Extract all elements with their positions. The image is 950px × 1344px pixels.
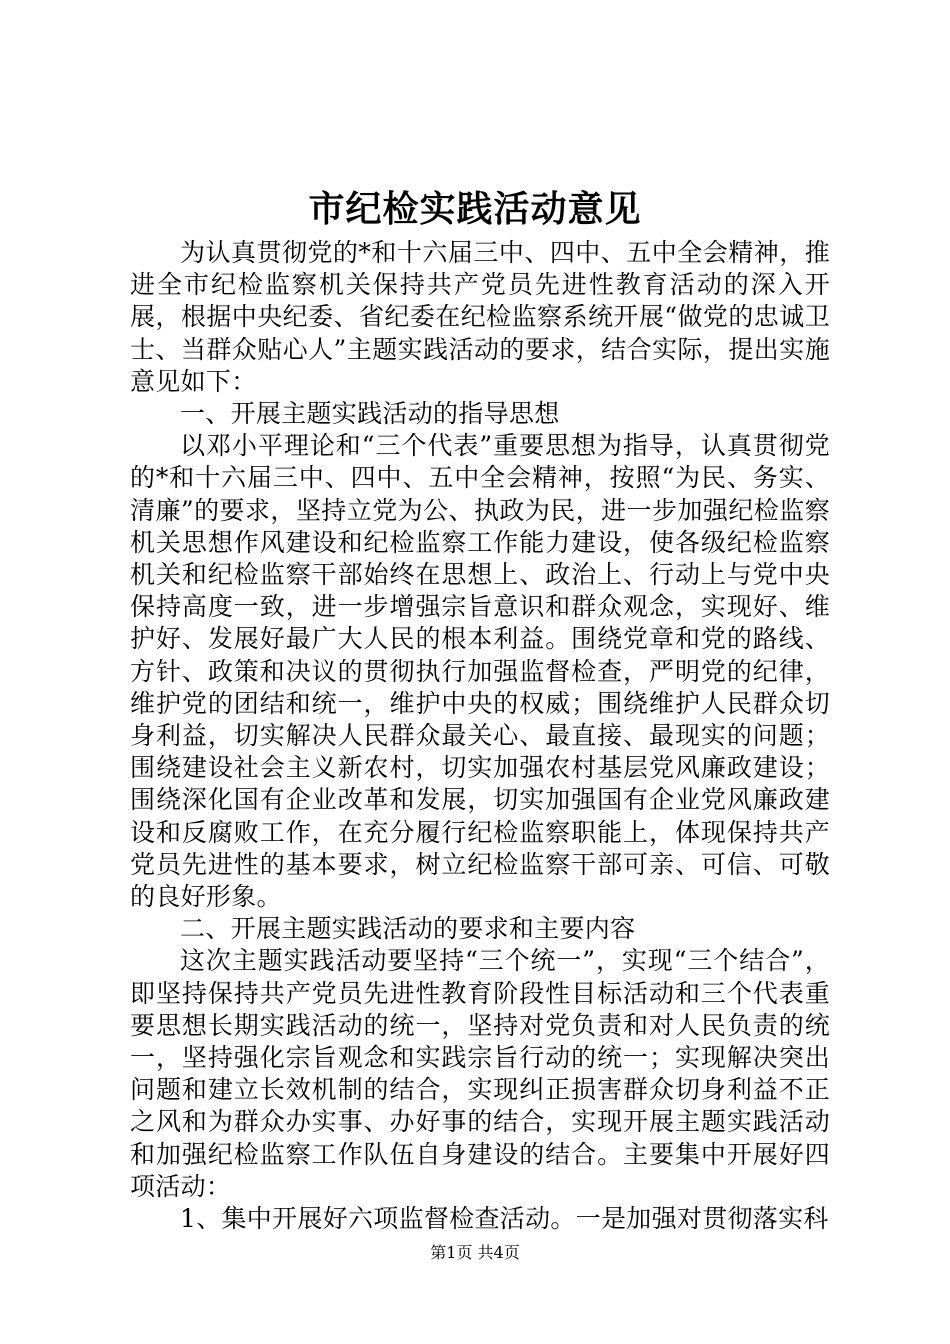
document-title: 市纪检实践活动意见: [308, 188, 642, 230]
activity-item-1: 1、集中开展好六项监督检查活动。一是加强对贯彻落实科: [180, 1204, 829, 1234]
page-footer: 第1页 共4页: [430, 1243, 520, 1262]
requirements-paragraph: 这次主题实践活动要坚持“三个统一”，实现“三个结合”，即坚持保持共产党员先进性教育阶段性目标活动和三个代表重要思想长期实践活动的统一，坚持对党负责和对人民负责的统一，坚持强化宗旨观念和实践宗旨行动的统一；实现解决突出问题和建立长效机制的结合，实现纠正损害群众切身利益不正之风和为群众办实事、办好事的结合，实现开展主题实践活动和加强纪检监察工作队伍自身建设的结合。主要集中开展好四项活动：: [130, 946, 830, 1201]
section-heading-1: 一、开展主题实践活动的指导思想: [180, 399, 560, 429]
guiding-thought-paragraph: 以邓小平理论和“三个代表”重要思想为指导，认真贯彻党的*和十六届三中、四中、五中全会精神，按照“为民、务实、清廉”的要求，坚持立党为公、执政为民，进一步加强纪检监察机关思想作风建设和纪检监察工作能力建设，使各级纪检监察机关和纪检监察干部始终在思想上、政治上、行动上与党中央保持高度一致，进一步增强宗旨意识和群众观念，实现好、维护好、发展好最广大人民的根本利益。围绕党章和党的路线、方针、政策和决议的贯彻执行加强监督检查，严明党的纪律，维护党的团结和统一，维护中央的权威；围绕维护人民群众切身利益，切实解决人民群众最关心、最直接、最现实的问题；围绕建设社会主义新农村，切实加强农村基层党风廉政建设；围绕深化国有企业改革和发展，切实加强国有企业党风廉政建设和反腐败工作，在充分履行纪检监察职能上，体现保持共产党员先进性的基本要求，树立纪检监察干部可亲、可信、可敬的良好形象。: [130, 431, 830, 912]
document-body: [130, 237, 830, 1235]
intro-paragraph: 为认真贯彻党的*和十六届三中、四中、五中全会精神，推进全市纪检监察机关保持共产党员先进性教育活动的深入开展，根据中央纪委、省纪委在纪检监察系统开展“做党的忠诚卫士、当群众贴心人”主题实践活动的要求，结合实际，提出实施意见如下：: [130, 238, 830, 396]
section-heading-2: 二、开展主题实践活动的要求和主要内容: [180, 914, 636, 944]
